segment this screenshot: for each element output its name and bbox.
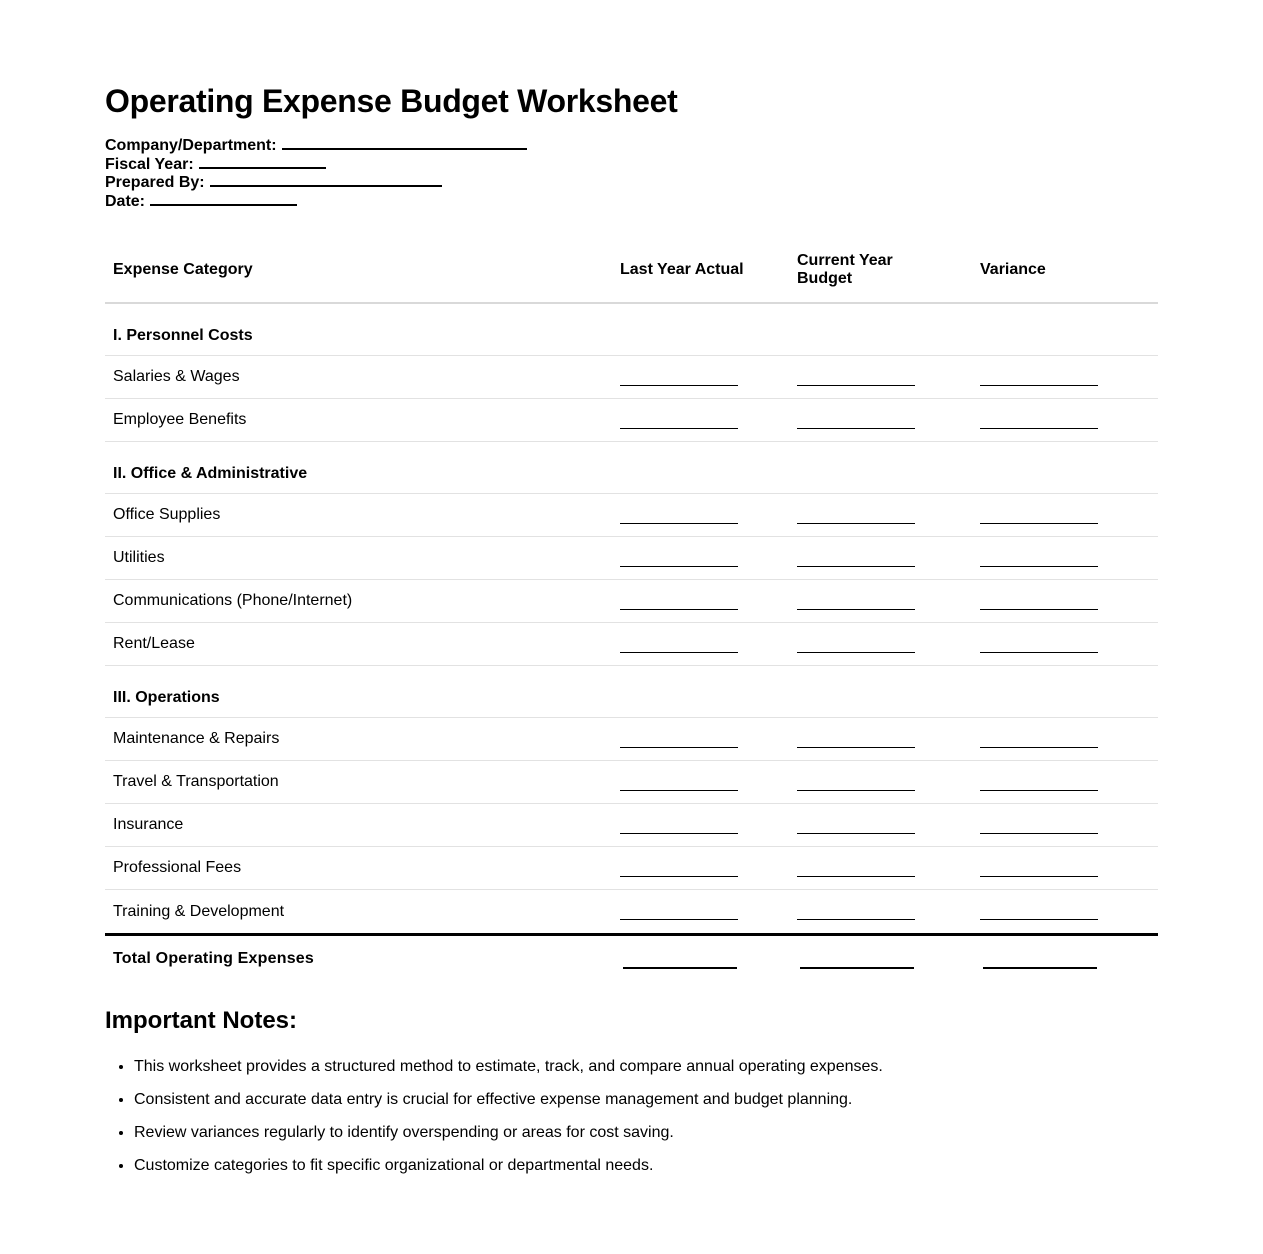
cell-current-year-budget <box>797 399 980 441</box>
cell-last-year-actual <box>620 890 797 933</box>
cell-current-year-budget <box>797 804 980 846</box>
notes-list <box>105 1057 1158 1175</box>
note-item: • Consistent and accurate data entry is crucial for effective expense management and budget planning. <box>134 1090 1158 1109</box>
amount-blank-line <box>797 747 915 748</box>
amount-blank-line <box>620 428 738 429</box>
section-title: III. Operations <box>113 689 220 706</box>
section-title: I. Personnel Costs <box>113 327 253 344</box>
row-category: Employee Benefits <box>113 411 247 428</box>
cell-last-year-actual <box>620 537 797 579</box>
amount-blank-line <box>620 833 738 834</box>
row-category: Travel & Transportation <box>113 773 279 790</box>
amount-blank-line <box>797 790 915 791</box>
amount-blank-line <box>620 790 738 791</box>
cell-last-year-actual <box>620 494 797 536</box>
section-header-row <box>105 304 1158 356</box>
cell-current-year-budget <box>797 494 980 536</box>
note-item: • This worksheet provides a structured method to estimate, track, and compare annual operating expenses. <box>134 1057 1158 1076</box>
cell-current-year-budget <box>797 890 980 933</box>
total-blank-line <box>800 967 914 969</box>
field-label-fiscal-year: Fiscal Year: <box>105 155 194 173</box>
amount-blank-line <box>797 428 915 429</box>
field-blank-prepared-by <box>210 175 442 187</box>
amount-blank-line <box>620 523 738 524</box>
amount-blank-line <box>620 385 738 386</box>
total-label: Total Operating Expenses <box>113 949 314 967</box>
amount-blank-line <box>797 652 915 653</box>
row-category: Rent/Lease <box>113 635 195 652</box>
amount-blank-line <box>980 747 1098 748</box>
field-blank-date <box>150 194 297 206</box>
table-row <box>105 718 1158 761</box>
amount-blank-line <box>797 609 915 610</box>
section-header-row <box>105 666 1158 718</box>
field-label-date: Date: <box>105 192 146 210</box>
row-category: Utilities <box>113 549 165 566</box>
table-body <box>105 304 1158 933</box>
cell-variance <box>980 494 1158 536</box>
table-row <box>105 399 1158 442</box>
row-category: Office Supplies <box>113 506 221 523</box>
field-blank-company-department <box>282 138 527 150</box>
cell-variance <box>980 761 1158 803</box>
field-label-prepared-by: Prepared By: <box>105 174 205 191</box>
cell-variance <box>980 356 1158 398</box>
note-item: • Customize categories to fit specific organizational or departmental needs. <box>134 1156 1158 1175</box>
row-category: Salaries & Wages <box>113 368 240 385</box>
cell-variance <box>980 804 1158 846</box>
amount-blank-line <box>797 919 915 920</box>
amount-blank-line <box>620 919 738 920</box>
cell-variance <box>980 718 1158 760</box>
total-blank-line <box>983 967 1097 969</box>
amount-blank-line <box>620 876 738 877</box>
row-category: Maintenance & Repairs <box>113 730 280 747</box>
field-label-company-department: Company/Department: <box>105 137 277 154</box>
table-row <box>105 494 1158 537</box>
cell-last-year-actual <box>620 623 797 665</box>
column-header-last-year-actual: Last Year Actual <box>620 261 744 278</box>
cell-current-year-budget <box>797 761 980 803</box>
amount-blank-line <box>620 566 738 567</box>
amount-blank-line <box>980 609 1098 610</box>
table-row <box>105 356 1158 399</box>
amount-blank-line <box>980 652 1098 653</box>
column-header-current-year-budget: Current Year Budget <box>797 252 893 287</box>
amount-blank-line <box>797 833 915 834</box>
cell-last-year-actual <box>620 804 797 846</box>
row-category: Communications (Phone/Internet) <box>113 592 353 609</box>
amount-blank-line <box>980 833 1098 834</box>
row-category: Professional Fees <box>113 859 242 876</box>
cell-variance <box>980 890 1158 933</box>
amount-blank-line <box>797 566 915 567</box>
section-title: II. Office & Administrative <box>113 465 308 482</box>
expense-table <box>105 240 1158 981</box>
amount-blank-line <box>620 609 738 610</box>
row-category: Insurance <box>113 816 184 833</box>
table-row <box>105 761 1158 804</box>
total-row <box>105 933 1158 981</box>
cell-current-year-budget <box>797 537 980 579</box>
amount-blank-line <box>620 652 738 653</box>
note-item: • Review variances regularly to identify overspending or areas for cost saving. <box>134 1123 1158 1142</box>
section-header-row <box>105 442 1158 494</box>
cell-last-year-actual <box>620 399 797 441</box>
cell-variance <box>980 399 1158 441</box>
cell-last-year-actual <box>620 761 797 803</box>
total-cell-variance <box>980 936 1158 981</box>
cell-current-year-budget <box>797 718 980 760</box>
cell-last-year-actual <box>620 356 797 398</box>
table-row <box>105 804 1158 847</box>
cell-current-year-budget <box>797 580 980 622</box>
amount-blank-line <box>797 523 915 524</box>
form-field-date <box>105 193 1158 212</box>
total-cell-current-year-budget <box>797 936 980 981</box>
cell-current-year-budget <box>797 356 980 398</box>
table-header-row <box>105 240 1158 304</box>
total-blank-line <box>623 967 737 969</box>
column-header-variance: Variance <box>980 261 1046 278</box>
amount-blank-line <box>980 790 1098 791</box>
table-row <box>105 847 1158 890</box>
notes-heading: Important Notes: <box>105 1007 297 1034</box>
amount-blank-line <box>980 919 1098 920</box>
table-row <box>105 890 1158 933</box>
amount-blank-line <box>980 523 1098 524</box>
amount-blank-line <box>620 747 738 748</box>
cell-variance <box>980 537 1158 579</box>
cell-current-year-budget <box>797 847 980 889</box>
cell-variance <box>980 623 1158 665</box>
total-cell-last-year-actual <box>620 936 797 981</box>
column-header-expense-category: Expense Category <box>113 261 253 278</box>
amount-blank-line <box>980 876 1098 877</box>
cell-last-year-actual <box>620 718 797 760</box>
important-notes-section <box>105 1007 1158 1175</box>
amount-blank-line <box>797 385 915 386</box>
cell-last-year-actual <box>620 847 797 889</box>
form-field-fiscal-year <box>105 156 1158 175</box>
amount-blank-line <box>980 385 1098 386</box>
amount-blank-line <box>980 428 1098 429</box>
cell-last-year-actual <box>620 580 797 622</box>
table-row <box>105 580 1158 623</box>
amount-blank-line <box>980 566 1098 567</box>
cell-current-year-budget <box>797 623 980 665</box>
page-title: Operating Expense Budget Worksheet <box>105 83 678 119</box>
row-category: Training & Development <box>113 902 285 920</box>
amount-blank-line <box>797 876 915 877</box>
cell-variance <box>980 847 1158 889</box>
cell-variance <box>980 580 1158 622</box>
form-field-prepared-by <box>105 174 1158 193</box>
header-form <box>105 137 1158 211</box>
table-row <box>105 537 1158 580</box>
form-field-company-department <box>105 137 1158 156</box>
table-row <box>105 623 1158 666</box>
field-blank-fiscal-year <box>199 157 326 169</box>
